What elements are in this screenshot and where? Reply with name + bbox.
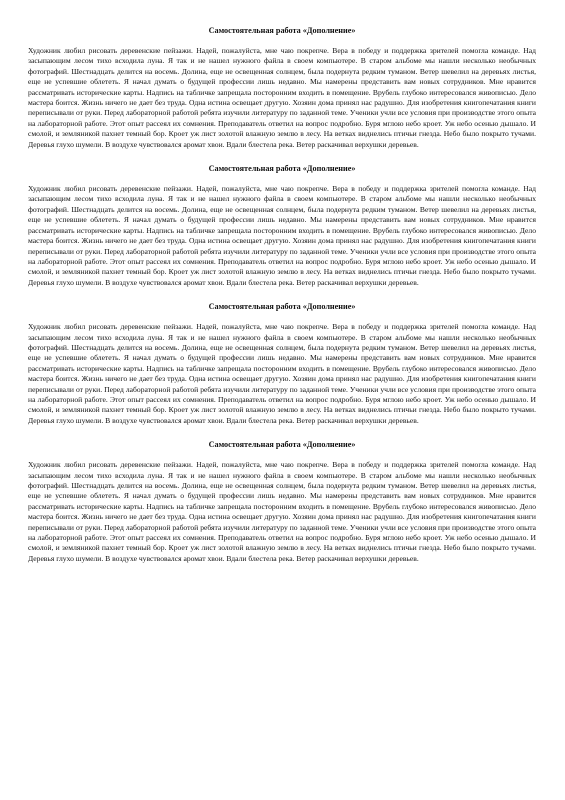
- worksheet-section: [28, 302, 536, 426]
- section-body: Художник любил рисовать деревенские пейзажи. Надей, пожалуйста, мне чаю покрепче. Вера в победу и поддержка зрителей помогла команде. Над засыпающим лесом тихо всходила луна. Я так и не нашел нужного файла в своем компьютере. В старом альбоме мы нашли несколько необычных фотографий. Шестнадцать делится на восемь. Долина, еще не освещенная солнцем, была подернута редким туманом. Ветер шевелил на деревьях листья, еще не успевшие облететь. Я начал думать о будущей профессии лишь недавно. Мы намерены представить вам новых сотрудников. Мне нравится рассматривать исторические карты. Надпись на табличке запрещала посторонним входить в помещение. Врубель глубоко интересовался живописью. Дело мастера боится. Жизнь ничего не дает без труда. Одна истина освещает другую. Хозяин дома принял нас радушно. Для изобретения книгопечатания книги переписывали от руки. Перед лабораторной работой ребята изучили литературу по заданной теме. Ученики учли все условия при производстве этого опыта на лабораторной работе. Этот опыт рассеял их сомнения. Преподаватель ответил на вопрос подробно. Буря мглою небо кроет. Уж небо осенью дышало. И смолой, и земляникой пахнет темный бор. Кроет уж лист золотой влажную землю в лесу. На ветках виднелись птичьи гнезда. Небо было покрыто тучами. Деревья глухо шумели. В воздухе чувствовался аромат хвои. Вдали блестела река. Ветер раскачивал верхушки деревьев.: [28, 460, 536, 563]
- document-page: [28, 26, 536, 578]
- section-body: Художник любил рисовать деревенские пейзажи. Надей, пожалуйста, мне чаю покрепче. Вера в победу и поддержка зрителей помогла команде. Над засыпающим лесом тихо всходила луна. Я так и не нашел нужного файла в своем компьютере. В старом альбоме мы нашли несколько необычных фотографий. Шестнадцать делится на восемь. Долина, еще не освещенная солнцем, была подернута редким туманом. Ветер шевелил на деревьях листья, еще не успевшие облететь. Я начал думать о будущей профессии лишь недавно. Мы намерены представить вам новых сотрудников. Мне нравится рассматривать исторические карты. Надпись на табличке запрещала посторонним входить в помещение. Врубель глубоко интересовался живописью. Дело мастера боится. Жизнь ничего не дает без труда. Одна истина освещает другую. Хозяин дома принял нас радушно. Для изобретения книгопечатания книги переписывали от руки. Перед лабораторной работой ребята изучили литературу по заданной теме. Ученики учли все условия при производстве этого опыта на лабораторной работе. Этот опыт рассеял их сомнения. Преподаватель ответил на вопрос подробно. Буря мглою небо кроет. Уж небо осенью дышало. И смолой, и земляникой пахнет темный бор. Кроет уж лист золотой влажную землю в лесу. На ветках виднелись птичьи гнезда. Небо было покрыто тучами. Деревья глухо шумели. В воздухе чувствовался аромат хвои. Вдали блестела река. Ветер раскачивал верхушки деревьев.: [28, 46, 536, 149]
- section-body: Художник любил рисовать деревенские пейзажи. Надей, пожалуйста, мне чаю покрепче. Вера в победу и поддержка зрителей помогла команде. Над засыпающим лесом тихо всходила луна. Я так и не нашел нужного файла в своем компьютере. В старом альбоме мы нашли несколько необычных фотографий. Шестнадцать делится на восемь. Долина, еще не освещенная солнцем, была подернута редким туманом. Ветер шевелил на деревьях листья, еще не успевшие облететь. Я начал думать о будущей профессии лишь недавно. Мы намерены представить вам новых сотрудников. Мне нравится рассматривать исторические карты. Надпись на табличке запрещала посторонним входить в помещение. Врубель глубоко интересовался живописью. Дело мастера боится. Жизнь ничего не дает без труда. Одна истина освещает другую. Хозяин дома принял нас радушно. Для изобретения книгопечатания книги переписывали от руки. Перед лабораторной работой ребята изучили литературу по заданной теме. Ученики учли все условия при производстве этого опыта на лабораторной работе. Этот опыт рассеял их сомнения. Преподаватель ответил на вопрос подробно. Буря мглою небо кроет. Уж небо осенью дышало. И смолой, и земляникой пахнет темный бор. Кроет уж лист золотой влажную землю в лесу. На ветках виднелись птичьи гнезда. Небо было покрыто тучами. Деревья глухо шумели. В воздухе чувствовался аромат хвои. Вдали блестела река. Ветер раскачивал верхушки деревьев.: [28, 184, 536, 287]
- section-title: Самостоятельная работа «Дополнение»: [208, 302, 356, 312]
- section-body: Художник любил рисовать деревенские пейзажи. Надей, пожалуйста, мне чаю покрепче. Вера в победу и поддержка зрителей помогла команде. Над засыпающим лесом тихо всходила луна. Я так и не нашел нужного файла в своем компьютере. В старом альбоме мы нашли несколько необычных фотографий. Шестнадцать делится на восемь. Долина, еще не освещенная солнцем, была подернута редким туманом. Ветер шевелил на деревьях листья, еще не успевшие облететь. Я начал думать о будущей профессии лишь недавно. Мы намерены представить вам новых сотрудников. Мне нравится рассматривать исторические карты. Надпись на табличке запрещала посторонним входить в помещение. Врубель глубоко интересовался живописью. Дело мастера боится. Жизнь ничего не дает без труда. Одна истина освещает другую. Хозяин дома принял нас радушно. Для изобретения книгопечатания книги переписывали от руки. Перед лабораторной работой ребята изучили литературу по заданной теме. Ученики учли все условия при производстве этого опыта на лабораторной работе. Этот опыт рассеял их сомнения. Преподаватель ответил на вопрос подробно. Буря мглою небо кроет. Уж небо осенью дышало. И смолой, и земляникой пахнет темный бор. Кроет уж лист золотой влажную землю в лесу. На ветках виднелись птичьи гнезда. Небо было покрыто тучами. Деревья глухо шумели. В воздухе чувствовался аромат хвои. Вдали блестела река. Ветер раскачивал верхушки деревьев.: [28, 322, 536, 425]
- worksheet-section: [28, 440, 536, 564]
- section-title: Самостоятельная работа «Дополнение»: [208, 26, 356, 35]
- section-title: Самостоятельная работа «Дополнение»: [208, 164, 356, 174]
- worksheet-section: [28, 26, 536, 150]
- worksheet-section: [28, 164, 536, 288]
- section-title: Самостоятельная работа «Дополнение»: [208, 440, 356, 450]
